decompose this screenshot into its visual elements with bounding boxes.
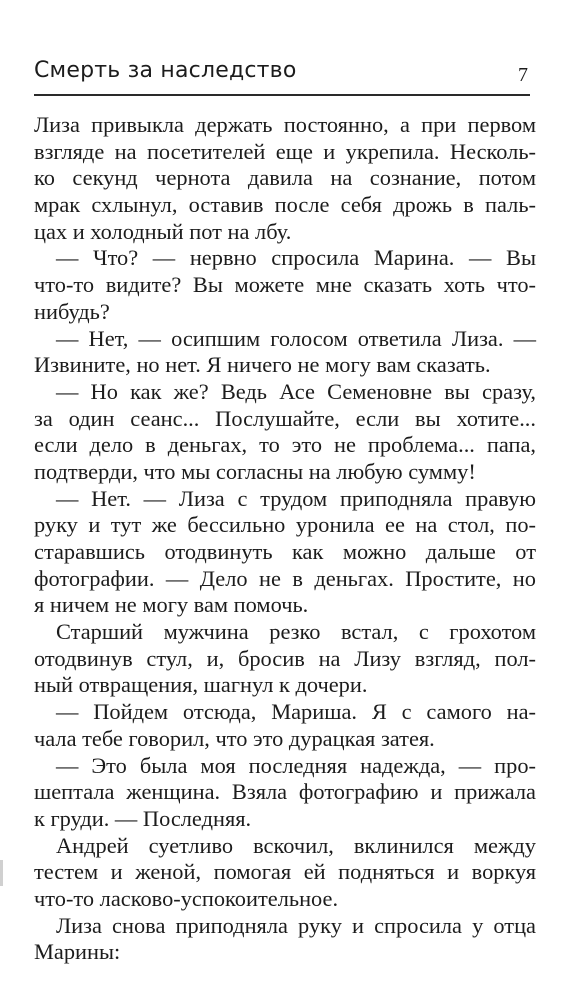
text-line: — Это была моя последняя надежда, — про- — [56, 752, 536, 778]
text-line: Марины: — [34, 939, 121, 965]
body-text — [34, 112, 536, 966]
text-line: Старший мужчина резко встал, с грохотом — [56, 619, 536, 645]
text-line: Лиза снова приподняла руку и спросила у отца — [56, 912, 536, 938]
page-number: 7 — [518, 64, 528, 86]
text-line: чала тебе говорил, что это дурацкая затея. — [34, 725, 435, 751]
text-line: мрак схлынул, оставив после себя дрожь в паль- — [34, 192, 536, 218]
scan-edge-mark — [0, 860, 3, 886]
text-line: взгляде на посетителей еще и укрепила. Несколь- — [34, 138, 536, 164]
text-line: ный отвращения, шагнул к дочери. — [34, 672, 368, 698]
text-line: — Но как же? Ведь Асе Семеновне вы сразу, — [56, 378, 536, 404]
text-line: тестем и женой, помогая ей подняться и воркуя — [34, 859, 536, 885]
text-line: что-то ласково-успокоительное. — [34, 885, 339, 911]
text-line: старавшись отодвинуть как можно дальше от — [34, 539, 536, 564]
text-line: шептала женщина. Взяла фотографию и прижала — [34, 779, 536, 805]
text-line: если дело в деньгах, то это не проблема... папа, — [34, 432, 536, 458]
running-header — [34, 56, 532, 94]
text-line: Извините, но нет. Я ничего не могу вам сказать. — [34, 352, 491, 378]
book-title: Смерть за наследство — [34, 58, 297, 83]
text-line: Андрей суетливо вскочил, вклинился между — [56, 832, 536, 858]
header-divider — [34, 94, 530, 96]
text-line: я ничем не могу вам помочь. — [34, 592, 309, 618]
text-line: — Нет. — Лиза с трудом приподняла правую — [56, 485, 536, 511]
text-line: — Нет, — осипшим голосом ответила Лиза. — — [56, 325, 536, 351]
text-line: ко секунд чернота давила на сознание, потом — [34, 165, 536, 191]
text-line: — Пойдем отсюда, Мариша. Я с самого на- — [56, 699, 536, 725]
text-line: руку и тут же бессильно уронила ее на стол, по- — [34, 512, 536, 538]
text-line: за один сеанс... Послушайте, если вы хотите... — [34, 405, 536, 431]
text-line: — Что? — нервно спросила Марина. — Вы — [56, 245, 536, 271]
text-line: подтверди, что мы согласны на любую сумму! — [34, 458, 476, 484]
text-line: Лиза привыкла держать постоянно, а при первом — [34, 112, 536, 137]
text-line: что-то видите? Вы можете мне сказать хоть что- — [34, 272, 536, 298]
text-line: фотографии. — Дело не в деньгах. Простите, но — [34, 565, 536, 591]
text-line: нибудь? — [34, 298, 110, 324]
text-line: цах и холодный пот на лбу. — [34, 218, 292, 244]
text-line: отодвинув стул, и, бросив на Лизу взгляд, пол- — [34, 645, 536, 671]
text-line: к груди. — Последняя. — [34, 805, 252, 831]
